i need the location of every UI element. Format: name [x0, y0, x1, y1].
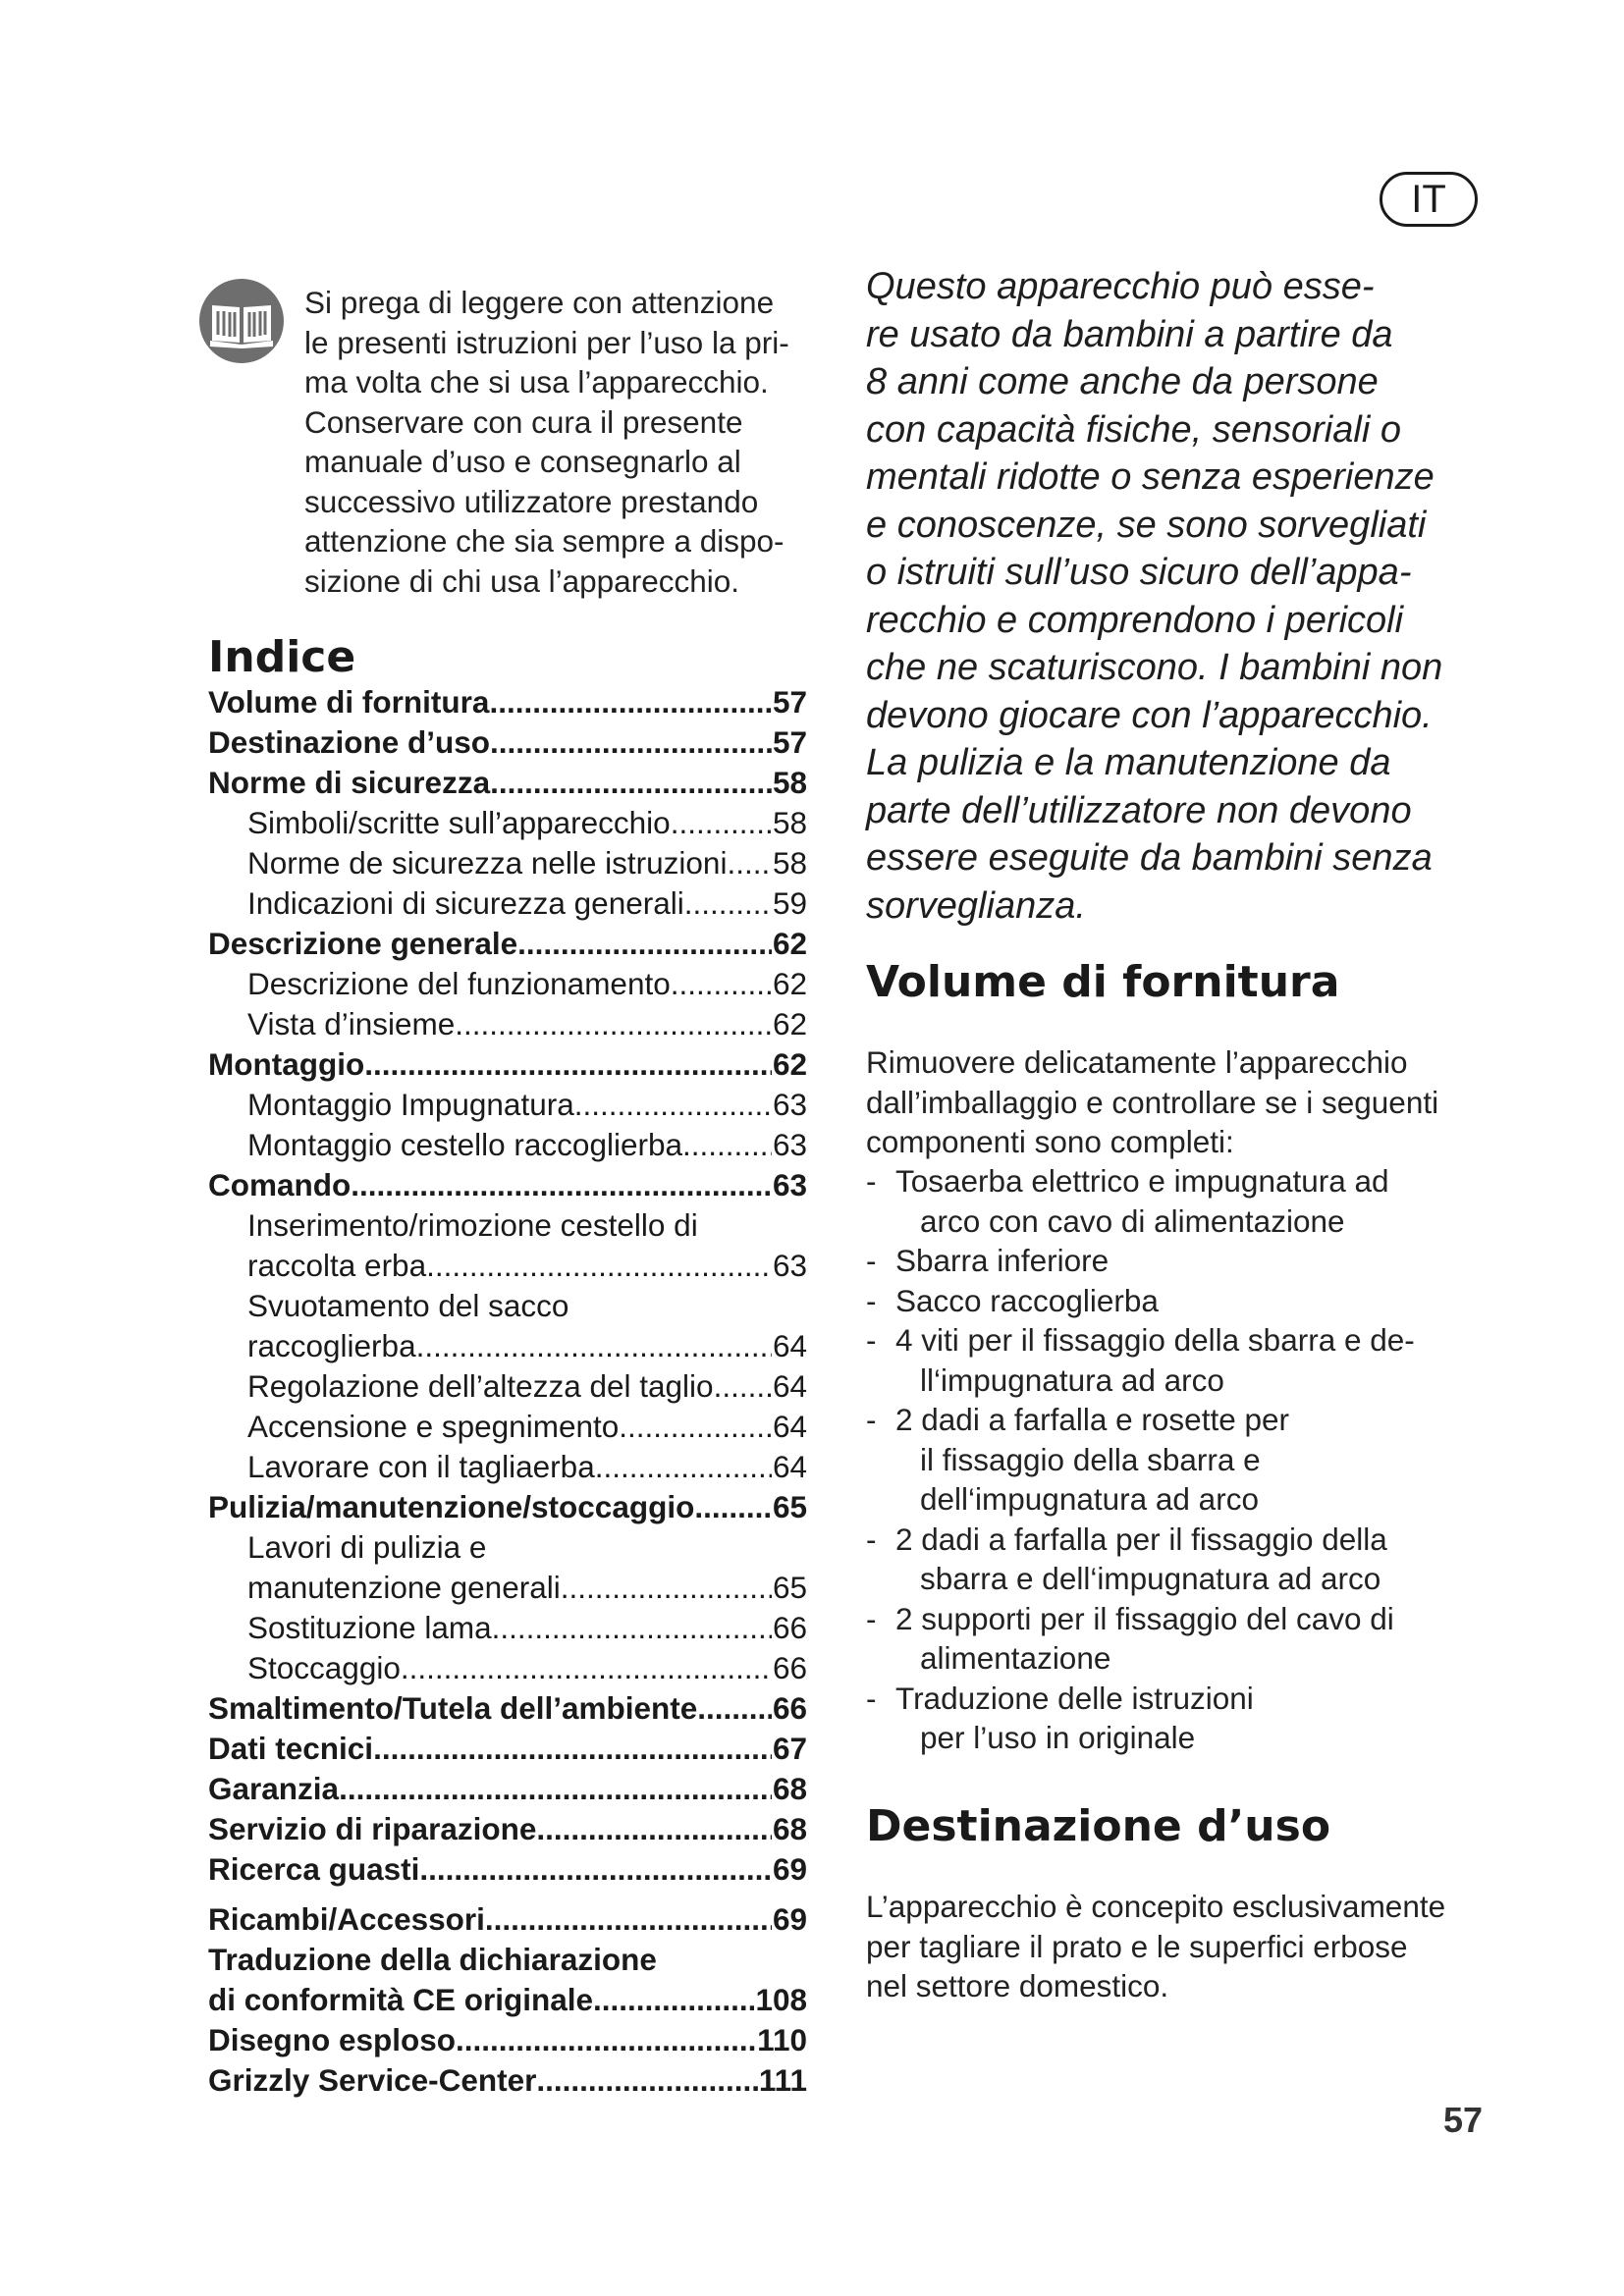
toc-entry[interactable]: Vista d’insieme ..... 62 [208, 1004, 807, 1044]
toc-entry[interactable]: Servizio di riparazione ..... 68 [208, 1809, 807, 1849]
toc-entry[interactable]: Descrizione generale ..... 62 [208, 924, 807, 964]
toc-entry[interactable]: raccolta erba ..... 63 [208, 1246, 807, 1286]
warning-line: La pulizia e la manutenzione da [866, 742, 1391, 783]
destinazione-line: L’apparecchio è concepito esclusivamente [866, 1889, 1446, 1924]
toc-entry[interactable]: Montaggio ..... 62 [208, 1044, 807, 1085]
intro-line: successivo utilizzatore prestando [304, 483, 759, 519]
toc-entry[interactable]: Comando ..... 63 [208, 1165, 807, 1205]
intro-line: ma volta che si usa l’apparecchio. [304, 364, 769, 400]
warning-line: sorveglianza. [866, 884, 1086, 927]
toc-entry[interactable]: Grizzly Service-Center ..... 111 [208, 2060, 807, 2101]
warning-line: devono giocare con l’apparecchio. [866, 694, 1433, 736]
list-item: - 2 supporti per il fissaggio del cavo di alimentazione [866, 1600, 1394, 1676]
toc-entry[interactable]: Regolazione dell’altezza del taglio ..... 64 [208, 1366, 807, 1407]
toc-entry[interactable]: Volume di fornitura ..... 57 [208, 682, 807, 722]
destinazione-paragraph [866, 1887, 1494, 2006]
destinazione-heading: Destinazione d’uso [866, 1801, 1331, 1851]
toc-entry[interactable]: raccoglierba ..... 64 [208, 1326, 807, 1366]
toc-entry[interactable]: Ricerca guasti ..... 69 [208, 1849, 807, 1890]
toc-entry[interactable]: Pulizia/manutenzione/stoccaggio ..... 65 [208, 1487, 807, 1527]
toc-entry[interactable]: Lavorare con il tagliaerba ..... 64 [208, 1447, 807, 1487]
toc-entry-continued[interactable]: Svuotamento del sacco [247, 1288, 569, 1323]
warning-line: Questo apparecchio può esse- [866, 266, 1375, 307]
toc-entry[interactable]: Accensione e spegnimento ..... 64 [208, 1407, 807, 1447]
list-item: - 4 viti per il fissaggio della sbarra e de- ll‘impugnatura ad arco [866, 1322, 1415, 1398]
toc-entry-continued[interactable]: Lavori di pulizia e [247, 1529, 487, 1565]
warning-line: re usato da bambini a partire da [866, 313, 1393, 355]
list-item: - Sbarra inferiore [866, 1243, 1110, 1278]
toc-entry[interactable]: Smaltimento/Tutela dell’ambiente ..... 66 [208, 1688, 807, 1729]
toc-entry[interactable]: Garanzia ..... 68 [208, 1769, 807, 1809]
warning-line: mentali ridotte o senza esperienze [866, 456, 1435, 498]
warning-line: e conoscenze, se sono sorvegliati [866, 504, 1427, 546]
language-badge: IT [1380, 172, 1478, 227]
toc-entry[interactable]: Stoccaggio ..... 66 [208, 1648, 807, 1688]
safety-warning [866, 263, 1494, 930]
warning-line: o istruiti sull’uso sicuro dell’appa- [866, 552, 1412, 593]
intro-line: Si prega di leggere con attenzione [304, 285, 775, 320]
toc-entry[interactable]: Simboli/scritte sull’apparecchio ..... 58 [208, 803, 807, 843]
volume-intro [866, 1042, 1494, 1162]
volume-intro-line: dall’imballaggio e controllare se i seguenti [866, 1084, 1439, 1120]
intro-line: le presenti istruzioni per l’uso la pri- [304, 324, 789, 360]
toc-entry[interactable]: Indicazioni di sicurezza generali ..... 59 [208, 883, 807, 924]
toc-title: Indice [208, 632, 356, 682]
page-number: 57 [1442, 2100, 1483, 2140]
warning-line: parte dell’utilizzatore non devono [866, 789, 1412, 831]
destinazione-line: per tagliare il prato e le superfici erbose [866, 1928, 1408, 1964]
warning-line: essere eseguite da bambini senza [866, 837, 1433, 879]
toc-entry[interactable]: Destinazione d’uso ..... 57 [208, 722, 807, 763]
intro-line: manuale d’uso e consegnarlo al [304, 444, 741, 479]
list-item: - 2 dadi a farfalla e rosette per il fissaggio della sbarra e dell‘impugnatura ad arco [866, 1402, 1289, 1517]
intro-line: sizione di chi usa l’apparecchio. [304, 562, 739, 599]
toc-entry[interactable]: Dati tecnici ..... 67 [208, 1729, 807, 1769]
table-of-contents [208, 682, 807, 2101]
volume-intro-line: Rimuovere delicatamente l’apparecchio [866, 1044, 1408, 1080]
toc-entry[interactable]: Montaggio cestello raccoglierba ..... 63 [208, 1125, 807, 1165]
toc-entry[interactable]: Descrizione del funzionamento ..... 62 [208, 964, 807, 1004]
toc-entry[interactable]: manutenzione generali ..... 65 [208, 1568, 807, 1608]
toc-entry[interactable]: Norme de sicurezza nelle istruzioni ..... 58 [208, 843, 807, 883]
list-item: - Traduzione delle istruzioni per l’uso in originale [866, 1680, 1254, 1755]
toc-entry[interactable]: Norme di sicurezza ..... 58 [208, 763, 807, 803]
list-item: - 2 dadi a farfalla per il fissaggio della sbarra e dell‘impugnatura ad arco [866, 1521, 1387, 1596]
toc-entry[interactable]: Sostituzione lama ..... 66 [208, 1608, 807, 1648]
warning-line: 8 anni come anche da persone [866, 361, 1379, 402]
volume-intro-line: componenti sono completi: [866, 1124, 1234, 1159]
intro-line: Conservare con cura il presente [304, 403, 743, 440]
warning-line: che ne scaturiscono. I bambini non [866, 647, 1443, 688]
intro-paragraph [304, 283, 815, 601]
list-item: - Tosaerba elettrico e impugnatura ad arco con cavo di alimentazione [866, 1163, 1389, 1239]
destinazione-line: nel settore domestico. [866, 1968, 1169, 2003]
toc-entry[interactable]: di conformità CE originale ..... 108 [208, 1980, 807, 2020]
list-item: - Sacco raccoglierba [866, 1282, 1159, 1318]
intro-line: attenzione che sia sempre a dispo- [304, 523, 785, 559]
toc-entry-continued[interactable]: Inserimento/rimozione cestello di [247, 1207, 698, 1243]
toc-entry[interactable]: Disegno esploso ..... 110 [208, 2020, 807, 2060]
toc-entry[interactable]: Ricambi/Accessori ..... 69 [208, 1899, 807, 1940]
contents-list [866, 1161, 1494, 1758]
toc-entry-continued[interactable]: Traduzione della dichiarazione [208, 1942, 657, 1977]
toc-entry[interactable]: Montaggio Impugnatura ..... 63 [208, 1085, 807, 1125]
warning-line: con capacità fisiche, sensoriali o [866, 408, 1401, 451]
volume-heading: Volume di fornitura [866, 957, 1340, 1007]
read-manual-icon [198, 278, 285, 364]
warning-line: recchio e comprendono i pericoli [866, 599, 1404, 641]
